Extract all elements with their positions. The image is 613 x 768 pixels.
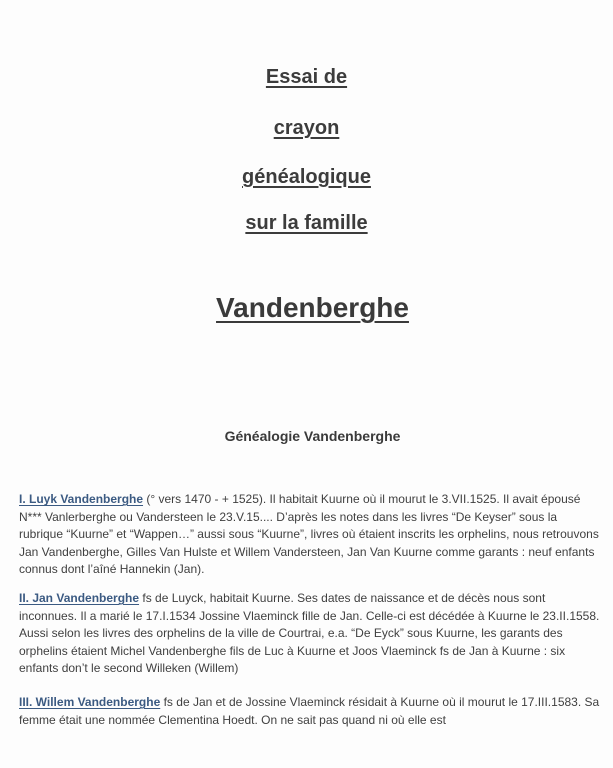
entry-2-text: fs de Luyck, habitait Kuurne. Ses dates de naissance et de décès nous sont inconnues. Il a marié le 17.I.1534 Jossine Vlaeminck fille de Jan. Celle-ci est décédée à Kuurne le 23.II.1558. Aussi selon les livres des orphelins de la ville de Courtrai, e.a. “De Eyck” sous Kuurne, les garants des orphelins étaient Michel Vandenberghe fils de Luc à Kuurne et Joos Vlaeminck fs de Jan à Kuurne : six enfants don’t le second Willeken (Willem) (19, 591, 600, 675)
genealogy-entry-1 (19, 491, 604, 579)
family-name-heading: Vandenberghe (216, 292, 409, 323)
title-line-2: crayon (273, 117, 340, 139)
title-line-3: généalogique (242, 166, 371, 188)
entry-1-text: (° vers 1470 - + 1525). Il habitait Kuurne où il mourut le 3.VII.1525. Il avait épousé N*** Vanlerberghe ou Vandersteen le 23.V.15.... D’après les notes dans les livres “De Keyser” sous la rubrique “Kuurne” et “Wappen…” aussi sous “Kuurne”, livres où étaient inscrits les orphelins, nous retrouvons Jan Vandenberghe, Gilles Van Hulste et Willem Vandersteen, Jan Van Kuurne comme garants : neuf enfants connus dont l’aîné Hannekin (Jan). (19, 492, 599, 576)
title-line-1: Essai de (265, 66, 348, 88)
genealogy-entry-3 (19, 694, 604, 729)
genealogy-entry-2 (19, 590, 604, 678)
section-heading: Généalogie Vandenberghe (224, 428, 401, 444)
entry-2-heading: II. Jan Vandenberghe (19, 591, 140, 605)
entry-1-heading: I. Luyk Vandenberghe (19, 492, 144, 506)
entry-3-heading: III. Willem Vandenberghe (19, 695, 161, 709)
entry-3-text: fs de Jan et de Jossine Vlaeminck résidait à Kuurne où il mourut le 17.III.1583. Sa femme était une nommée Clementina Hoedt. On ne sait pas quand ni où elle est (19, 695, 600, 727)
title-line-4: sur la famille (245, 212, 368, 234)
